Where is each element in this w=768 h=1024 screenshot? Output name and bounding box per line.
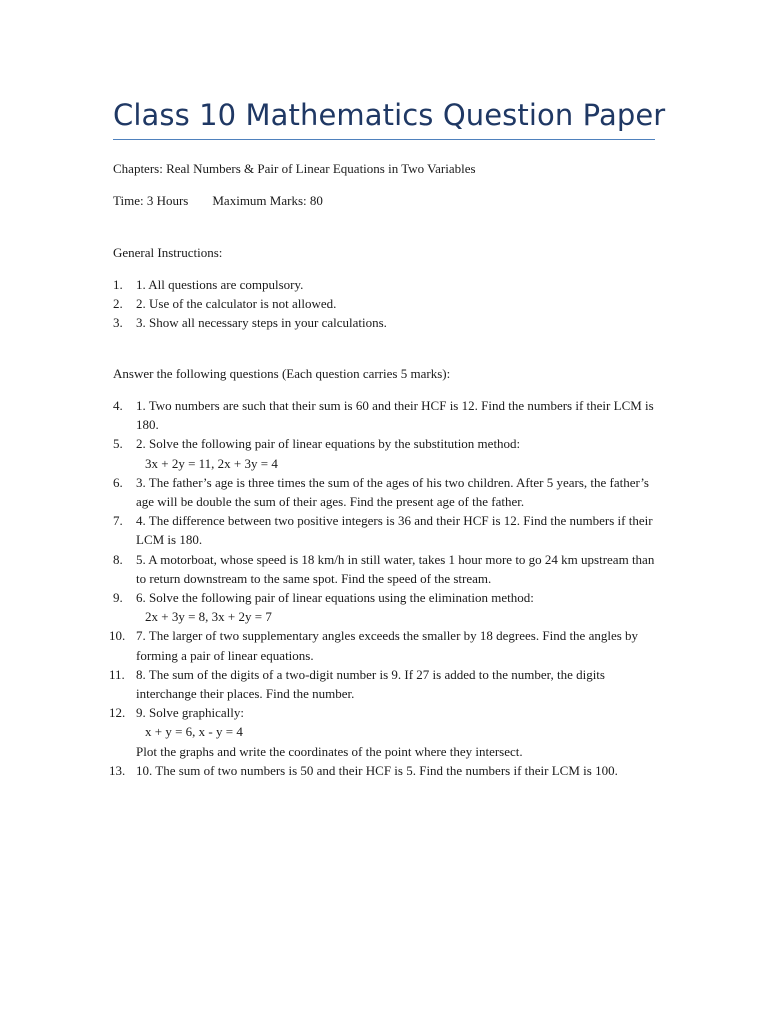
instructions-heading: General Instructions: [113,245,223,260]
question-text: 6. Solve the following pair of linear equations using the elimination method: [136,590,534,606]
instruction-text: 3. Show all necessary steps in your calculations. [136,315,387,331]
question-text: 9. Solve graphically: [136,705,244,721]
instruction-text: 2. Use of the calculator is not allowed. [136,296,337,312]
question-text: 1. Two numbers are such that their sum is 60 and their HCF is 12. Find the numbers if their LCM is 180. [136,398,654,433]
time-text: Time: 3 Hours [113,193,189,208]
list-item [109,665,658,703]
questions-heading: Answer the following questions (Each question carries 5 marks): [113,366,451,381]
list-number: 1. [113,277,123,292]
question-text: 7. The larger of two supplementary angles exceeds the smaller by 18 degrees. Find the angles by forming a pair of linear equations. [136,628,639,663]
list-number: 9. [113,590,123,606]
max-marks-text: Maximum Marks: 80 [212,193,323,208]
question-equation: x + y = 6, x - y = 4 [145,724,243,740]
questions-list [109,396,658,780]
question-text: 2. Solve the following pair of linear equations by the substitution method: [136,436,521,452]
list-number: 11. [109,666,125,682]
instructions-list [113,275,658,333]
list-item [113,473,658,511]
list-number: 7. [113,513,123,529]
list-number: 5. [113,436,123,452]
list-item [113,434,658,472]
list-item [113,588,658,626]
list-item [113,275,658,294]
list-number: 10. [109,628,126,644]
question-text: 8. The sum of the digits of a two-digit number is 9. If 27 is added to the number, the digits interchange their places. Find the number. [136,666,605,702]
list-number: 2. [113,296,123,312]
list-number: 8. [113,551,123,567]
list-item [113,511,658,549]
question-equation: 3x + 2y = 11, 2x + 3y = 4 [145,455,278,471]
chapters-line: Chapters: Real Numbers & Pair of Linear Equations in Two Variables [113,161,476,176]
question-text: 4. The difference between two positive integers is 36 and their HCF is 12. Find the numbers if their LCM is 180. [136,513,653,548]
page-title: Class 10 Mathematics Question Paper [113,98,666,132]
list-item [109,703,658,761]
list-number: 13. [109,762,126,778]
list-number: 3. [113,315,123,331]
question-followup: Plot the graphs and write the coordinates of the point where they intersect. [136,743,523,759]
list-number: 4. [113,398,123,413]
question-text: 10. The sum of two numbers is 50 and their HCF is 5. Find the numbers if their LCM is 100. [136,762,618,778]
list-number: 6. [113,474,123,490]
time-marks-line [113,191,323,210]
question-text: 3. The father’s age is three times the sum of the ages of his two children. After 5 years, the father’s age will be double the sum of their ages. Find the present age of the father. [136,474,649,510]
question-equation: 2x + 3y = 8, 3x + 2y = 7 [145,609,272,625]
title-underline [113,139,655,140]
list-item [109,761,658,780]
instruction-text: 1. All questions are compulsory. [136,277,304,292]
list-item [109,626,658,664]
list-item [113,294,658,313]
list-item [113,550,658,588]
list-item [113,396,658,434]
list-number: 12. [109,705,126,721]
list-item [113,313,658,332]
question-text: 5. A motorboat, whose speed is 18 km/h in still water, takes 1 hour more to go 24 km upstream than to return downstream to the same spot. Find the speed of the stream. [136,551,655,586]
